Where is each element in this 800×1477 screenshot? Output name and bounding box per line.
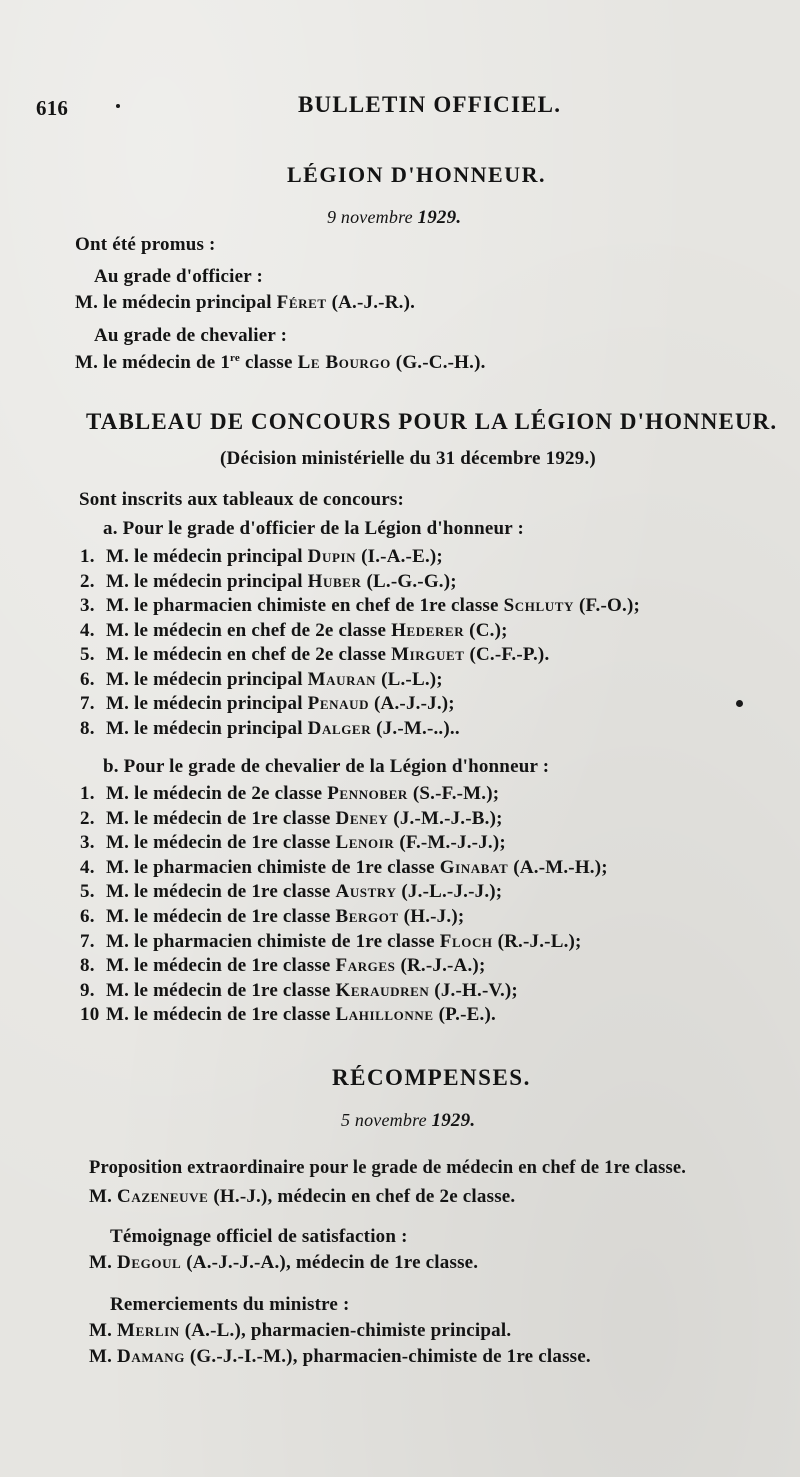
running-title: BULLETIN OFFICIEL. <box>298 92 562 117</box>
section-title-tableau: TABLEAU DE CONCOURS POUR LA LÉGION D'HONNEUR. <box>86 409 778 434</box>
proposition-heading: Proposition extraordinaire pour le grade de médecin en chef de 1re classe. <box>89 1158 687 1178</box>
list-item: 7. M. le médecin principal Penaud (A.-J.-J.); <box>80 693 455 714</box>
list-number: 6. <box>80 906 95 927</box>
tableau-decision: (Décision ministérielle du 31 décembre 1929.) <box>220 448 596 469</box>
list-number: 7. <box>80 693 95 714</box>
list-number: 1. <box>80 546 95 567</box>
remerciement-entry: M. Merlin (A.-L.), pharmacien-chimiste principal. <box>89 1320 512 1341</box>
person-name: Merlin <box>117 1320 180 1341</box>
list-number: 2. <box>80 570 95 592</box>
list-item: 3. M. le pharmacien chimiste en chef de 1re classe Schluty (F.-O.); <box>80 595 640 616</box>
person-name: Pennober <box>327 783 408 804</box>
remerciement-entry: M. Damang (G.-J.-I.-M.), pharmacien-chimiste de 1re classe. <box>89 1346 591 1367</box>
person-name: Huber <box>307 570 362 592</box>
temoignage-entry: M. Degoul (A.-J.-J.-A.), médecin de 1re classe. <box>89 1252 479 1273</box>
person-name: Lahillonne <box>335 1004 434 1026</box>
list-number: 9. <box>80 979 95 1001</box>
ink-speck <box>736 700 743 707</box>
page-number: 616 <box>36 96 69 120</box>
list-item: 5. M. le médecin de 1re classe Austry (J.-L.-J.-J.); <box>80 881 503 903</box>
person-name: Farges <box>335 955 396 977</box>
temoignage-heading: Témoignage officiel de satisfaction : <box>110 1226 408 1247</box>
tableau-officier-heading: a. Pour le grade d'officier de la Légion d'honneur : <box>103 518 525 539</box>
list-item: 3. M. le médecin de 1re classe Lenoir (F.-M.-J.-J.); <box>80 832 506 854</box>
person-name: Deney <box>335 807 389 829</box>
person-name: Damang <box>117 1346 185 1367</box>
list-item: 10 M. le médecin de 1re classe Lahillonne (P.-E.). <box>80 1004 496 1026</box>
list-item: 8. M. le médecin de 1re classe Farges (R.-J.-A.); <box>80 955 486 977</box>
list-item: 9. M. le médecin de 1re classe Keraudren (J.-H.-V.); <box>80 979 518 1001</box>
proposition-entry: M. Cazeneuve (H.-J.), médecin en chef de 2e classe. <box>89 1186 516 1207</box>
person-name: Schluty <box>503 595 574 616</box>
list-item: 6. M. le médecin de 1re classe Bergot (H.-J.); <box>80 906 465 927</box>
list-number: 4. <box>80 619 95 641</box>
list-number: 5. <box>80 881 95 903</box>
chevalier-entry: M. le médecin de 1re classe Le Bourgo (G.-C.-H.). <box>75 352 486 373</box>
person-name: Keraudren <box>335 979 430 1001</box>
person-name: Hederer <box>391 619 465 641</box>
list-number: 7. <box>80 930 95 952</box>
chevalier-heading: Au grade de chevalier : <box>94 325 288 346</box>
list-item: 5. M. le médecin en chef de 2e classe Mirguet (C.-F.-P.). <box>80 644 550 665</box>
tableau-intro: Sont inscrits aux tableaux de concours: <box>79 489 405 510</box>
list-item: 1. M. le médecin de 2e classe Pennober (S.-F.-M.); <box>80 783 500 804</box>
list-number: 3. <box>80 832 95 854</box>
list-number: 10 <box>80 1004 100 1026</box>
list-item: 4. M. le pharmacien chimiste de 1re classe Ginabat (A.-M.-H.); <box>80 856 608 878</box>
remerciements-heading: Remerciements du ministre : <box>110 1294 350 1315</box>
list-number: 6. <box>80 668 95 690</box>
list-item: 2. M. le médecin de 1re classe Deney (J.-M.-J.-B.); <box>80 807 503 829</box>
list-number: 5. <box>80 644 95 665</box>
list-number: 2. <box>80 807 95 829</box>
person-name: Dupin <box>307 546 357 567</box>
person-name: Mirguet <box>391 644 465 665</box>
tableau-chevalier-heading: b. Pour le grade de chevalier de la Légion d'honneur : <box>103 756 550 777</box>
person-name: Floch <box>439 930 493 952</box>
recompenses-date: 5 novembre 1929. <box>341 1110 476 1131</box>
list-item: 7. M. le pharmacien chimiste de 1re classe Floch (R.-J.-L.); <box>80 930 582 952</box>
list-number: 4. <box>80 856 95 878</box>
ink-speck <box>116 104 120 108</box>
legion-intro: Ont été promus : <box>75 234 216 255</box>
list-item: 6. M. le médecin principal Mauran (L.-L.); <box>80 668 443 690</box>
officier-entry: M. le médecin principal Féret (A.-J.-R.). <box>75 292 416 313</box>
person-name: Penaud <box>307 693 370 714</box>
list-number: 1. <box>80 783 95 804</box>
person-name: Bergot <box>335 906 399 927</box>
person-name: Ginabat <box>439 856 509 878</box>
section-title-recompenses: RÉCOMPENSES. <box>332 1065 531 1090</box>
person-name: Dalger <box>307 717 372 739</box>
list-number: 3. <box>80 595 95 616</box>
officier-heading: Au grade d'officier : <box>94 266 264 287</box>
list-item: 1. M. le médecin principal Dupin (I.-A.-E.); <box>80 546 443 567</box>
person-name: Lenoir <box>335 832 395 854</box>
list-number: 8. <box>80 717 95 739</box>
legion-date: 9 novembre 1929. <box>327 207 462 228</box>
list-item: 2. M. le médecin principal Huber (L.-G.-G.); <box>80 570 457 592</box>
list-item: 8. M. le médecin principal Dalger (J.-M.-..).. <box>80 717 460 739</box>
section-title-legion: LÉGION D'HONNEUR. <box>287 162 546 187</box>
list-number: 8. <box>80 955 95 977</box>
list-item: 4. M. le médecin en chef de 2e classe Hederer (C.); <box>80 619 508 641</box>
person-name: Austry <box>335 881 397 903</box>
person-name: Mauran <box>307 668 377 690</box>
